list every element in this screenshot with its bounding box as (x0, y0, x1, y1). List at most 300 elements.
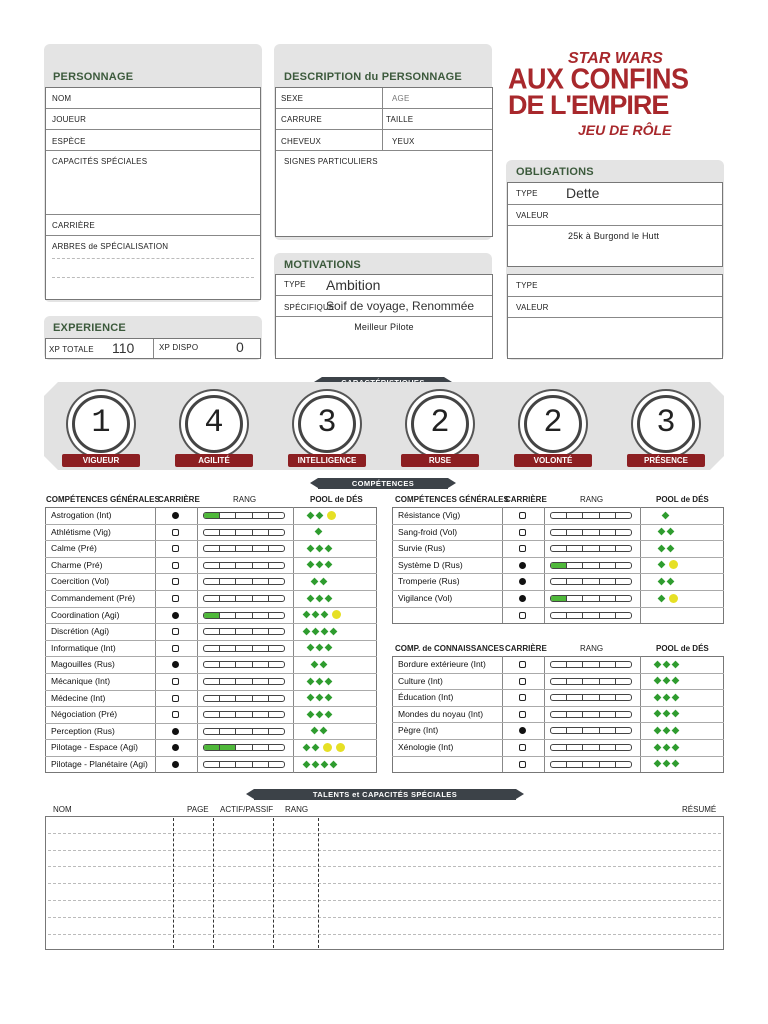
career-checkbox[interactable] (172, 529, 179, 536)
skill-name: Médecine (Int) (51, 692, 106, 703)
rank-pip (616, 679, 631, 684)
row-divider (45, 673, 377, 674)
career-checkbox[interactable] (519, 761, 526, 768)
oblig-note1[interactable]: 25k à Burgond le Hutt (568, 231, 660, 241)
career-checkbox[interactable] (172, 761, 179, 768)
rank-pip (600, 546, 616, 551)
ability-die-icon (654, 710, 662, 718)
talents-actif-header: ACTIF/PASSIF (220, 805, 274, 814)
ability-die-icon (307, 544, 315, 552)
career-checkbox[interactable] (519, 612, 526, 619)
ability-die-icon (325, 644, 333, 652)
ability-die-icon (321, 627, 329, 635)
rank-pip (551, 546, 567, 551)
characteristic-vigueur-value[interactable]: 1 (72, 395, 130, 453)
dice-pool (307, 593, 332, 603)
career-checkbox[interactable] (519, 711, 526, 718)
dice-pool (311, 659, 327, 669)
rank-pip (551, 530, 567, 535)
rank-track[interactable] (550, 711, 632, 718)
logo-jeu-de-role: JEU DE RÔLE (578, 122, 672, 138)
ability-die-icon (663, 727, 671, 735)
rank-pip (583, 513, 599, 518)
career-checkbox[interactable] (519, 512, 526, 519)
talent-row-line (48, 900, 721, 901)
dice-pool (658, 527, 674, 537)
rank-pip (567, 662, 583, 667)
row-divider (45, 540, 377, 541)
signes-label: SIGNES PARTICULIERS (284, 157, 378, 166)
row-divider (45, 557, 377, 558)
rank-track[interactable] (203, 512, 285, 519)
rank-pip (204, 646, 220, 651)
skill-name: Magouilles (Rus) (51, 659, 115, 670)
obligation2-form (507, 274, 723, 359)
rank-pip (236, 712, 252, 717)
rank-pip (220, 662, 236, 667)
career-checkbox[interactable] (519, 545, 526, 552)
ability-die-icon (320, 727, 328, 735)
skill-name: Vigilance (Vol) (398, 593, 453, 603)
rank-track[interactable] (550, 512, 632, 519)
motivations-form (275, 274, 493, 359)
skill-name: Négociation (Pré) (51, 709, 118, 720)
rank-track[interactable] (203, 761, 285, 768)
rank-track[interactable] (203, 578, 285, 585)
row-divider (45, 706, 377, 707)
ability-die-icon (325, 561, 333, 569)
rank-pip (269, 513, 284, 518)
dice-pool (658, 560, 678, 570)
rank-pip (583, 530, 599, 535)
rank-pip (236, 563, 252, 568)
characteristic-intelligence-label: INTELLIGENCE (288, 454, 366, 467)
rank-pip (236, 629, 252, 634)
arbres-label: ARBRES de SPÉCIALISATION (52, 242, 169, 251)
skill-name: Pègre (Int) (398, 725, 439, 736)
career-checkbox[interactable] (519, 529, 526, 536)
rank-pip (220, 679, 236, 684)
talent-row-line (48, 934, 721, 935)
rank-pip (253, 712, 269, 717)
rank-pip (220, 596, 236, 601)
obligation1-form (507, 182, 723, 267)
rank-track[interactable] (550, 694, 632, 701)
rank-pip (253, 646, 269, 651)
dice-pool (307, 709, 332, 719)
ability-die-icon (325, 544, 333, 552)
rank-track[interactable] (550, 678, 632, 685)
characteristic-intelligence-value[interactable]: 3 (298, 395, 356, 453)
row-divider (392, 673, 724, 674)
rank-track[interactable] (550, 562, 632, 569)
rank-pip (567, 679, 583, 684)
dice-pool (658, 593, 678, 603)
rank-pip (204, 613, 220, 618)
espece-label: ESPÈCE (52, 137, 86, 146)
carriere-label: CARRIÈRE (52, 221, 95, 230)
ability-die-icon (303, 760, 311, 768)
rank-track[interactable] (203, 695, 285, 702)
rank-pip (236, 579, 252, 584)
logo-star-wars: STAR WARS (568, 50, 663, 67)
rank-pip (269, 613, 284, 618)
ability-die-icon (316, 644, 324, 652)
nom-label: NOM (52, 94, 72, 103)
ability-die-icon (330, 627, 338, 635)
ability-die-icon (307, 644, 315, 652)
talent-column-divider (173, 818, 174, 948)
rank-track[interactable] (203, 628, 285, 635)
rank-pip (236, 679, 252, 684)
ability-die-icon (325, 594, 333, 602)
rank-pip (220, 530, 236, 535)
rank-pip (220, 646, 236, 651)
experience-form (45, 338, 261, 359)
motiv-note[interactable]: Meilleur Pilote (354, 322, 414, 332)
ability-die-icon (325, 694, 333, 702)
career-checkbox[interactable] (172, 728, 179, 735)
rank-pip (567, 762, 583, 767)
experience-title: EXPERIENCE (53, 322, 126, 334)
career-checkbox[interactable] (172, 711, 179, 718)
oblig-type1-value[interactable]: Dette (566, 185, 600, 201)
row-divider (392, 689, 724, 690)
skill-name: Informatique (Int) (51, 642, 116, 653)
xp-total-value[interactable]: 110 (112, 340, 135, 356)
rank-track[interactable] (550, 595, 632, 602)
dice-pool (307, 676, 332, 686)
skill-name: Éducation (Int) (398, 692, 454, 703)
skill-name: Sang-froid (Vol) (398, 526, 458, 537)
rank-pip (600, 762, 616, 767)
rank-track[interactable] (203, 728, 285, 735)
rank-pip (220, 513, 236, 518)
rank-pip (551, 613, 567, 618)
ability-die-icon (316, 710, 324, 718)
dice-pool (303, 626, 337, 636)
rank-pip (600, 579, 616, 584)
carrure-label: CARRURE (281, 115, 322, 124)
ability-die-icon (672, 727, 680, 735)
rank-pip (616, 662, 631, 667)
rank-pip (600, 662, 616, 667)
dice-pool (654, 659, 679, 669)
skill-name: Coercition (Vol) (51, 576, 110, 587)
rank-pip (583, 695, 599, 700)
header-career-know: CARRIÈRE (505, 644, 547, 653)
ability-die-icon (658, 528, 666, 536)
ability-die-icon (316, 694, 324, 702)
rank-pip (600, 513, 616, 518)
rank-track[interactable] (203, 661, 285, 668)
skill-name: Discrétion (Agi) (51, 626, 110, 637)
rank-track[interactable] (203, 678, 285, 685)
skill-name: Tromperie (Rus) (398, 576, 460, 587)
ability-die-icon (663, 710, 671, 718)
rank-pip (567, 596, 583, 601)
rank-pip (253, 613, 269, 618)
row-divider (392, 756, 724, 757)
ability-die-icon (667, 528, 675, 536)
rank-pip (204, 596, 220, 601)
skills-banner: COMPÉTENCES (318, 478, 448, 489)
header-rank-right: RANG (580, 495, 604, 504)
rank-pip (236, 596, 252, 601)
skill-name: Mécanique (Int) (51, 676, 111, 686)
row-divider (392, 557, 724, 558)
ability-die-icon (312, 627, 320, 635)
row-divider (45, 656, 377, 657)
career-checkbox[interactable] (172, 545, 179, 552)
dice-pool (658, 576, 674, 586)
header-career-right: CARRIÈRE (505, 495, 547, 504)
skill-name: Bordure extérieure (Int) (398, 659, 486, 669)
career-checkbox[interactable] (519, 562, 526, 569)
rank-pip (236, 762, 252, 767)
skill-name: Astrogation (Int) (51, 510, 112, 520)
career-checkbox[interactable] (519, 595, 526, 602)
talent-row-line (48, 883, 721, 884)
rank-track[interactable] (203, 744, 285, 751)
ability-die-icon (312, 744, 320, 752)
rank-pip (567, 695, 583, 700)
row-divider (392, 540, 724, 541)
rank-pip (236, 646, 252, 651)
rank-pip (583, 712, 599, 717)
ability-die-icon (667, 578, 675, 586)
rank-track[interactable] (203, 612, 285, 619)
talents-rang-header: RANG (285, 805, 309, 814)
rank-pip (600, 530, 616, 535)
characteristic-ruse-value[interactable]: 2 (411, 395, 469, 453)
rank-pip (551, 579, 567, 584)
ability-die-icon (312, 760, 320, 768)
rank-pip (600, 745, 616, 750)
career-checkbox[interactable] (172, 578, 179, 585)
career-checkbox[interactable] (519, 661, 526, 668)
dice-pool (303, 742, 345, 752)
row-divider (45, 756, 377, 757)
motiv-type-label: TYPE (284, 280, 306, 289)
rank-track[interactable] (550, 545, 632, 552)
dice-pool (654, 759, 679, 769)
rank-pip (236, 546, 252, 551)
motiv-type-value[interactable]: Ambition (326, 277, 381, 293)
rank-pip (567, 728, 583, 733)
rank-pip (616, 513, 631, 518)
ability-die-icon (325, 677, 333, 685)
career-checkbox[interactable] (519, 744, 526, 751)
proficiency-die-icon (336, 743, 345, 752)
rank-pip (204, 662, 220, 667)
rank-pip (269, 530, 284, 535)
rank-pip (253, 596, 269, 601)
rank-pip (204, 530, 220, 535)
xp-dispo-value[interactable]: 0 (236, 339, 244, 355)
rank-track[interactable] (203, 711, 285, 718)
rank-track[interactable] (203, 645, 285, 652)
rank-pip (220, 729, 236, 734)
skill-name: Athlétisme (Vig) (51, 526, 111, 537)
rank-pip (204, 729, 220, 734)
talents-banner: TALENTS et CAPACITÉS SPÉCIALES (254, 789, 516, 800)
rank-pip (269, 546, 284, 551)
rank-pip (600, 563, 616, 568)
dice-pool (315, 527, 322, 537)
rank-pip (269, 629, 284, 634)
ability-die-icon (321, 611, 329, 619)
ability-die-icon (663, 693, 671, 701)
header-career-left: CARRIÈRE (158, 495, 200, 504)
dice-pool (311, 576, 327, 586)
rank-track[interactable] (550, 761, 632, 768)
rank-pip (551, 513, 567, 518)
rank-track[interactable] (203, 545, 285, 552)
motiv-specifique-value[interactable]: Soif de voyage, Renommée (326, 299, 475, 313)
row-divider (392, 573, 724, 574)
ability-die-icon (311, 727, 319, 735)
rank-track[interactable] (550, 744, 632, 751)
ability-die-icon (325, 710, 333, 718)
talent-column-divider (273, 818, 274, 948)
career-checkbox[interactable] (172, 695, 179, 702)
ability-die-icon (667, 544, 675, 552)
header-rank-left: RANG (233, 495, 257, 504)
sexe-label: SEXE (281, 94, 304, 103)
rank-pip (600, 712, 616, 717)
oblig-type1-label: TYPE (516, 189, 538, 198)
dice-pool (307, 560, 332, 570)
dice-pool (311, 726, 327, 736)
row-divider (392, 722, 724, 723)
ability-die-icon (320, 578, 328, 586)
rank-pip (583, 563, 599, 568)
rank-pip (551, 728, 567, 733)
logo-aux-confins: AUX CONFINS (508, 63, 689, 95)
ability-die-icon (330, 760, 338, 768)
career-checkbox[interactable] (519, 678, 526, 685)
motivations-title: MOTIVATIONS (284, 259, 361, 271)
dice-pool (658, 543, 674, 553)
header-pool-right: POOL de DÉS (656, 495, 709, 504)
rank-pip (269, 762, 284, 767)
talents-nom-header: NOM (53, 805, 72, 814)
rank-pip (616, 762, 631, 767)
rank-pip (204, 696, 220, 701)
ability-die-icon (316, 677, 324, 685)
skill-name: Calme (Pré) (51, 543, 97, 554)
rank-pip (236, 696, 252, 701)
rank-pip (253, 546, 269, 551)
proficiency-die-icon (332, 610, 341, 619)
characteristic-agilite-value[interactable]: 4 (185, 395, 243, 453)
ability-die-icon (311, 661, 319, 669)
career-checkbox[interactable] (172, 562, 179, 569)
career-checkbox[interactable] (172, 595, 179, 602)
motiv-specifique-label: SPÉCIFIQUE (284, 303, 335, 312)
ability-die-icon (320, 661, 328, 669)
rank-pip (583, 662, 599, 667)
rank-pip (600, 596, 616, 601)
rank-pip (220, 546, 236, 551)
rank-pip (204, 762, 220, 767)
rank-pip (253, 679, 269, 684)
rank-pip (551, 563, 567, 568)
characteristic-volonte-label: VOLONTÉ (514, 454, 592, 467)
career-checkbox[interactable] (172, 645, 179, 652)
ability-die-icon (307, 694, 315, 702)
skill-name: Commandement (Pré) (51, 593, 136, 603)
skill-name: Xénologie (Int) (398, 742, 454, 752)
rank-pip (616, 712, 631, 717)
rank-pip (616, 530, 631, 535)
characteristic-ruse-label: RUSE (401, 454, 479, 467)
rank-track[interactable] (203, 562, 285, 569)
logo (508, 50, 724, 145)
rank-track[interactable] (550, 612, 632, 619)
career-checkbox[interactable] (172, 612, 179, 619)
career-checkbox[interactable] (172, 512, 179, 519)
skill-name: Coordination (Agi) (51, 609, 120, 620)
rank-track[interactable] (550, 578, 632, 585)
rank-track[interactable] (203, 529, 285, 536)
career-checkbox[interactable] (172, 628, 179, 635)
oblig-valeur2-label: VALEUR (516, 303, 549, 312)
dice-pool (654, 692, 679, 702)
rank-track[interactable] (550, 661, 632, 668)
talents-resume-header: RÉSUMÉ (682, 805, 717, 814)
personnage-title: PERSONNAGE (53, 71, 134, 83)
dice-pool (303, 759, 337, 769)
rank-pip (269, 563, 284, 568)
description-title: DESCRIPTION du PERSONNAGE (284, 71, 462, 83)
ability-die-icon (315, 528, 323, 536)
rank-pip (583, 546, 599, 551)
characteristic-volonte-value[interactable]: 2 (524, 395, 582, 453)
rank-pip (616, 563, 631, 568)
characteristic-presence-value[interactable]: 3 (637, 395, 695, 453)
rank-pip (616, 695, 631, 700)
ability-die-icon (654, 743, 662, 751)
header-knowledge: COMP. de CONNAISSANCES (395, 644, 505, 653)
rank-pip (269, 662, 284, 667)
ability-die-icon (307, 594, 315, 602)
rank-pip (551, 596, 567, 601)
ability-die-icon (672, 760, 680, 768)
talent-row-line (48, 833, 721, 834)
ability-die-icon (663, 677, 671, 685)
career-checkbox[interactable] (172, 678, 179, 685)
proficiency-die-icon (323, 743, 332, 752)
rank-pip (583, 679, 599, 684)
rank-pip (253, 762, 269, 767)
rank-track[interactable] (550, 529, 632, 536)
taille-label: TAILLE (386, 115, 414, 124)
talent-row-line (48, 866, 721, 867)
rank-pip (253, 579, 269, 584)
skill-name: Charme (Pré) (51, 559, 103, 570)
rank-pip (236, 513, 252, 518)
rank-pip (253, 513, 269, 518)
rank-pip (616, 579, 631, 584)
ability-die-icon (316, 594, 324, 602)
rank-pip (220, 579, 236, 584)
row-divider (45, 640, 377, 641)
rank-track[interactable] (203, 595, 285, 602)
rank-track[interactable] (550, 727, 632, 734)
career-checkbox[interactable] (519, 694, 526, 701)
